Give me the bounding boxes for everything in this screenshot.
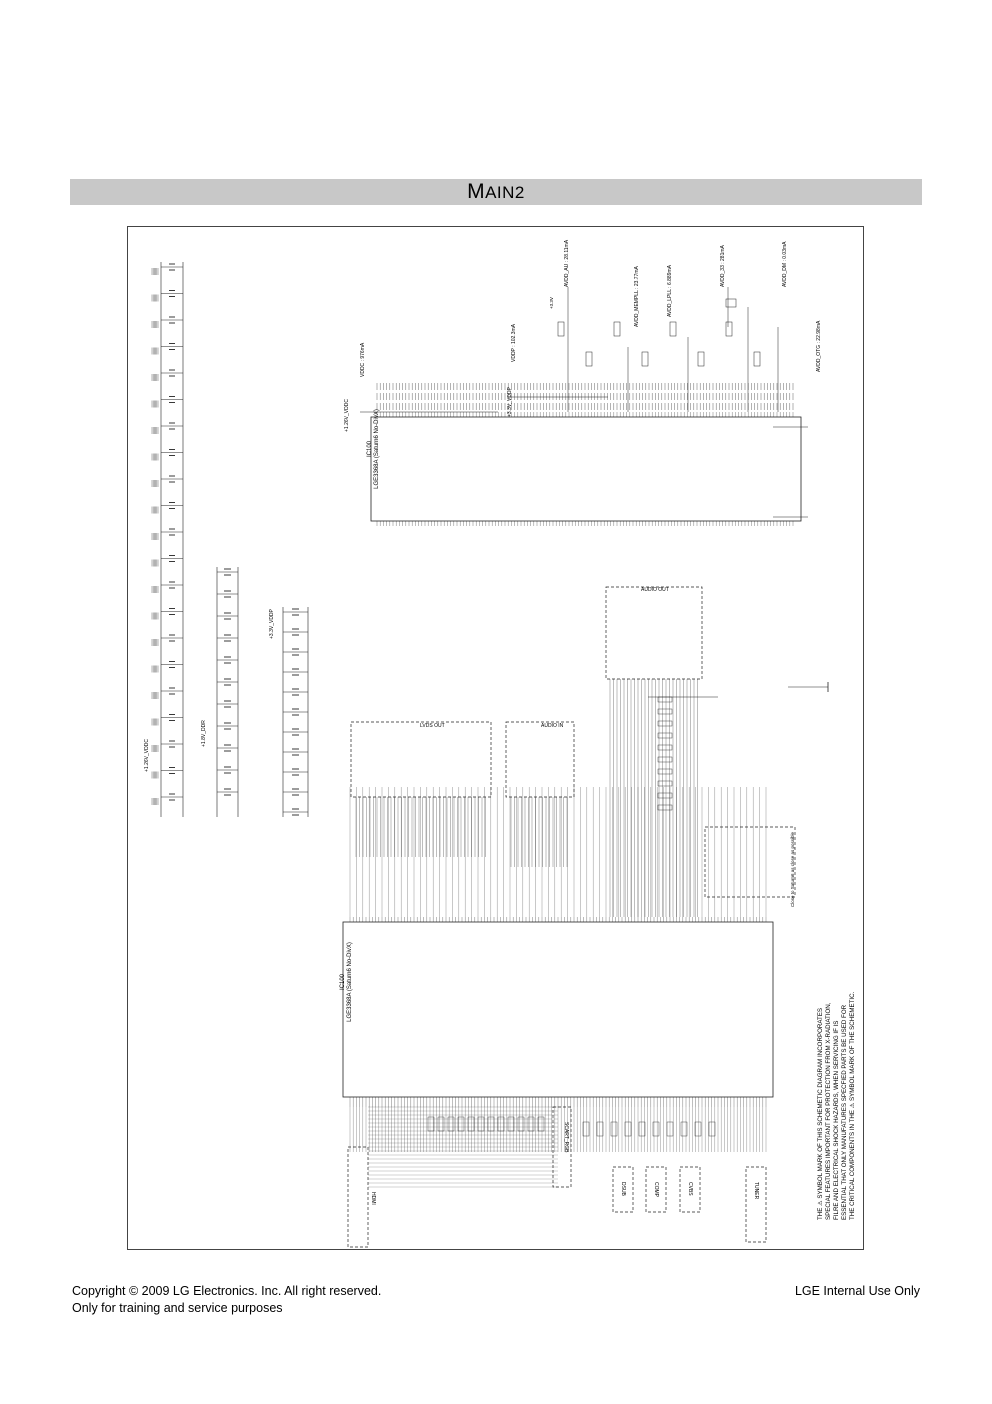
current-avdd33: AVDD_33 : 281mA	[720, 245, 726, 287]
current-mempll: AVDD_MEMPLL : 23.77mA	[634, 266, 640, 327]
ic-ref-lower: IC100	[340, 973, 346, 991]
note-close-to-saturn: Close to Saturn6 as close as possible	[790, 831, 795, 907]
safety-note-line-1: THE ⚠ SYMBOL MARK OF THIS SCHEMETIC DIAGRAM INCORPORATES	[817, 1007, 824, 1220]
block-scart-rgb: SCART_RGB	[563, 1122, 569, 1153]
block-comp: COMP	[653, 1182, 659, 1197]
current-au: AVDD_AU : 28.11mA	[564, 239, 570, 287]
title-bar	[70, 179, 922, 205]
current-lpll: AVDD_LPLL : 6.889mA	[667, 265, 673, 317]
safety-note-line-5: THE CRITICAL COMPONENTS IN THE ⚠ SYMBOL MARK OF THE SCHEMETIC.	[849, 991, 856, 1220]
current-vddc: VDDC : 976mA	[360, 342, 366, 377]
rail-avdd: +3.3V	[549, 297, 554, 309]
block-dsub: DSUB	[620, 1182, 626, 1196]
block-tuner: TUNER	[753, 1182, 759, 1200]
current-otg: AVDD_OTG : 22.98mA	[816, 320, 822, 372]
safety-note-line-3: FILRE AND ELECTRICAL SHOCK HAZARDS, WHEN SERVICING IF IS	[833, 1020, 840, 1220]
schematic-drawing	[128, 227, 865, 1251]
page-title: MAIN2	[467, 180, 525, 203]
current-vddp: VDDP : 102.3mA	[511, 324, 517, 362]
schematic-labels	[144, 239, 856, 1220]
rail-vddp: +3.3V_VDDP	[269, 609, 275, 639]
schematic-decor	[152, 262, 828, 1247]
schematic-frame	[127, 226, 864, 1250]
safety-note-line-2: SPECIAL FEATURES IMPORTANT FOR PROTECTION FROM X-RADIATION,	[825, 1002, 832, 1220]
block-hdmi: HDMI	[370, 1192, 376, 1205]
block-audio-out: AUDIO OUT	[641, 587, 669, 593]
training-text: Only for training and service purposes	[72, 1301, 283, 1315]
ic-part-upper: LGE3368A (Saturn6 No-DivX)	[374, 409, 380, 489]
safety-note-line-4: ESSENTIAL THAT ONLY MANUFATURES SPECFIED PARTS BE USED FOR	[841, 1004, 848, 1220]
rail-ddr: +1.8V_DDR	[201, 720, 207, 747]
rail-vddp-ic: +3.3V_VDDP	[507, 387, 513, 417]
block-lvds-out: LVDS OUT	[420, 723, 445, 729]
block-cvbs: CVBS	[687, 1182, 693, 1196]
internal-use-text: LGE Internal Use Only	[794, 1284, 920, 1298]
footer-right	[795, 1283, 920, 1300]
block-audio-in: AUDIO IN	[541, 723, 564, 729]
copyright-text: Copyright © 2009 LG Electronics. Inc. All right reserved.	[72, 1284, 382, 1298]
rail-vddc: +1.26V_VDDC	[144, 739, 150, 772]
ic-part-lower: LGE3368A (Saturn6 No-DivX)	[347, 942, 353, 1022]
current-dm: AVDD_DM : 0.03mA	[782, 241, 788, 287]
footer-left	[72, 1283, 381, 1317]
rail-vddc-ic: +1.26V_VDDC	[344, 399, 350, 432]
ic-ref-upper: IC100	[367, 440, 373, 458]
